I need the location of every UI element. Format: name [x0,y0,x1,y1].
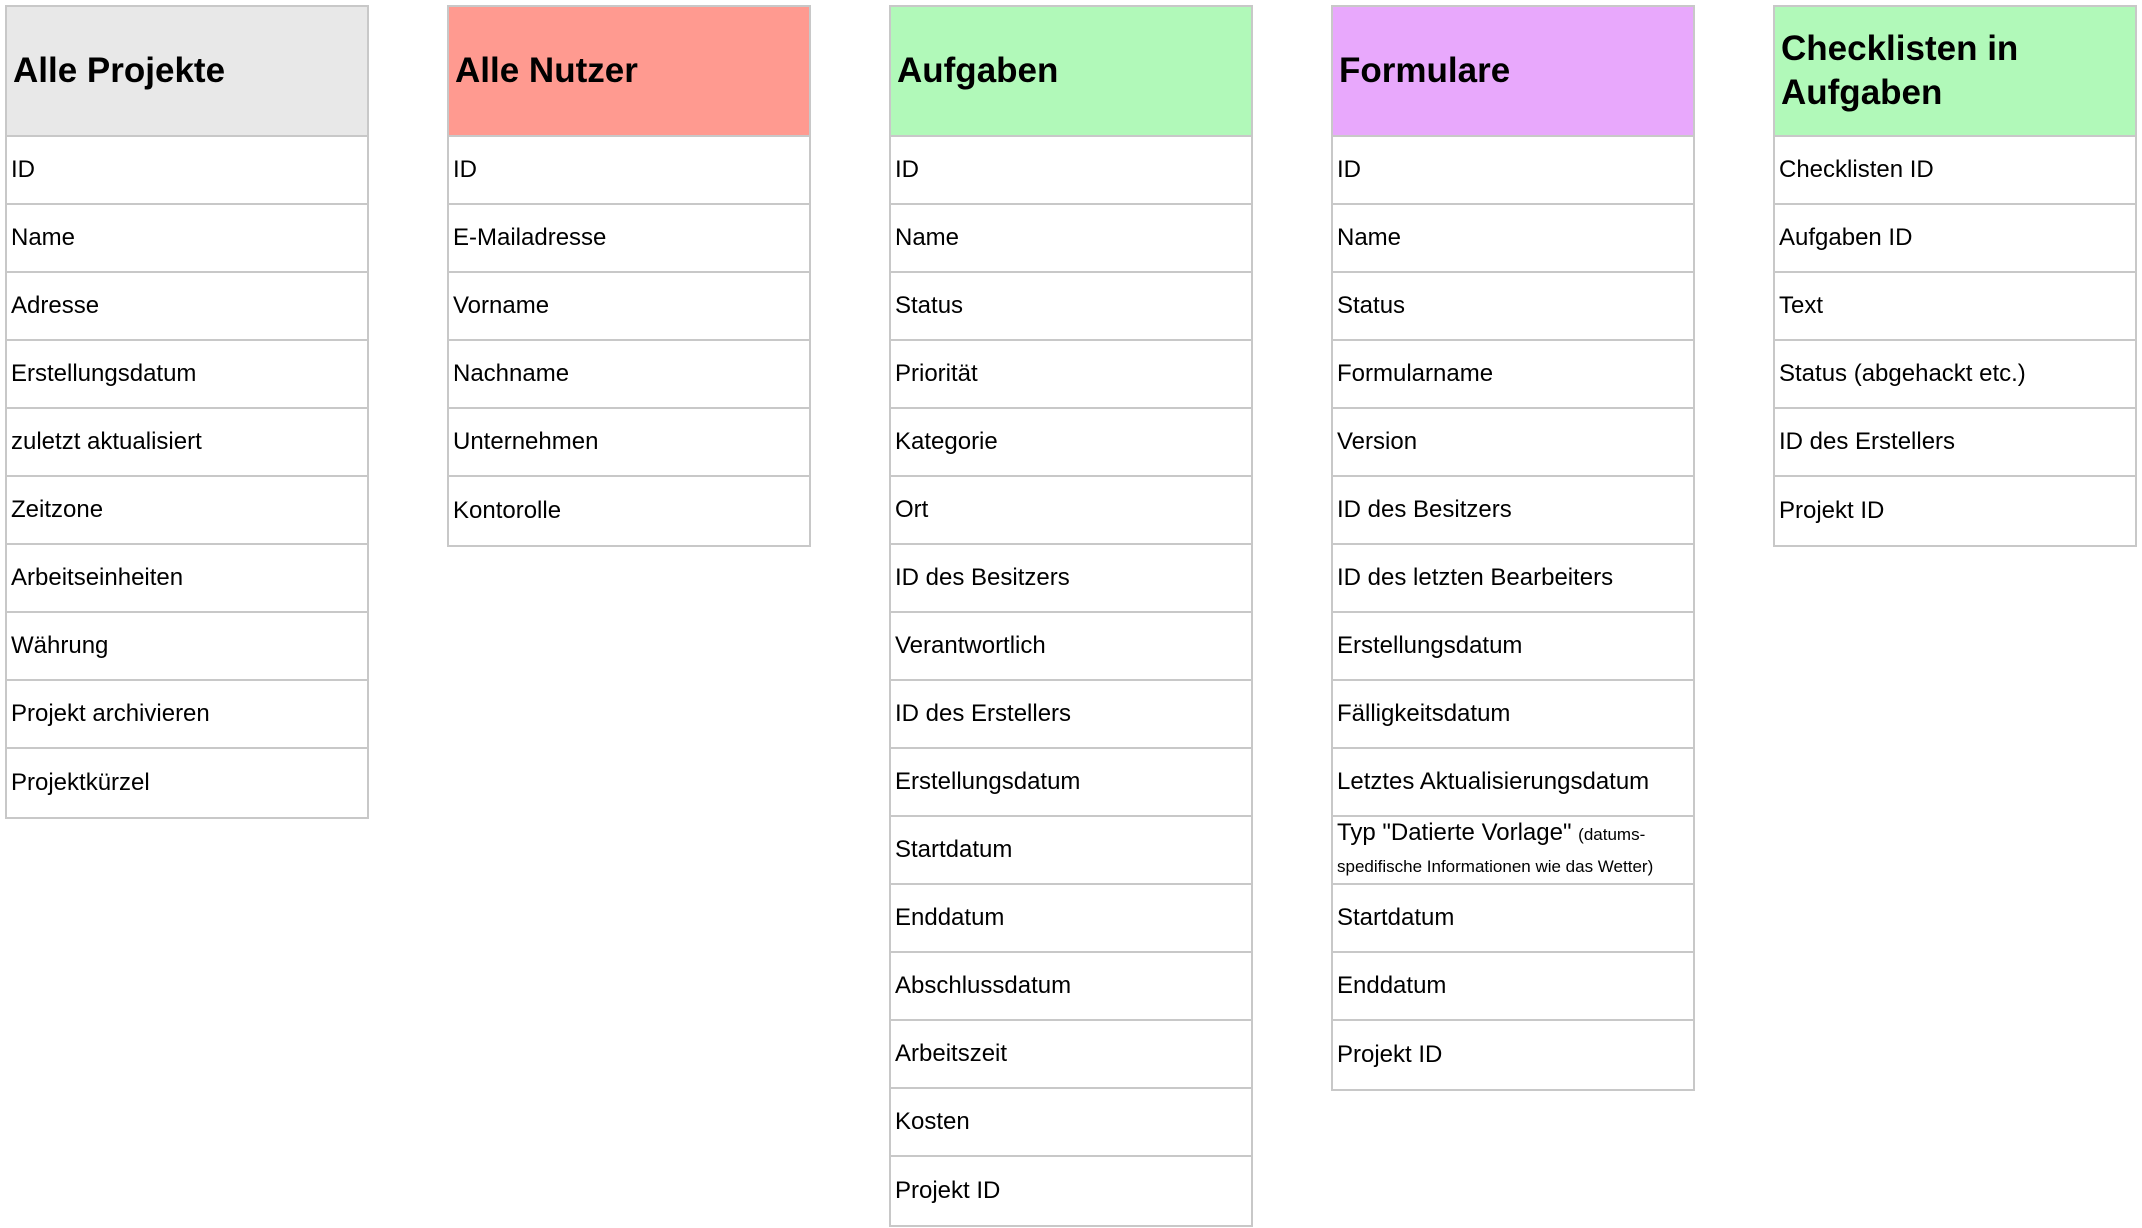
field-row [1333,613,1693,681]
field-label: Projekt ID [1337,1041,1443,1068]
field-row [891,953,1251,1021]
field-row [891,885,1251,953]
field-label: Adresse [11,292,100,319]
field-row [7,613,367,681]
field-row [891,205,1251,273]
field-label: E-Mailadresse [453,224,607,251]
field-label: Erstellungsdatum [11,360,197,387]
field-label: ID [11,156,35,183]
field-label: ID des letzten Bearbeiters [1337,564,1614,591]
field-row [7,137,367,205]
field-label: Abschlussdatum [895,972,1072,999]
field-label: Name [11,224,76,251]
field-row [891,1089,1251,1157]
field-label: ID [1337,156,1361,183]
field-label: Kontorolle [453,497,562,524]
field-label: Text [1779,292,1824,319]
field-label: ID des Erstellers [895,700,1072,727]
field-row [1333,205,1693,273]
field-row [1775,341,2135,409]
field-label: Typ "Datierte Vorlage" [1337,819,1572,846]
entity-formulare [1331,5,1695,1091]
field-label: Arbeitszeit [895,1040,1008,1067]
entity-header-alle-projekte [7,7,367,137]
field-label: ID des Besitzers [1337,496,1512,523]
field-row [7,681,367,749]
field-row [1333,341,1693,409]
field-label: Projekt archivieren [11,700,210,727]
entity-header-checklisten [1775,7,2135,137]
field-row [449,273,809,341]
field-label: Kategorie [895,428,998,455]
field-row [891,817,1251,885]
field-label: Formularname [1337,360,1494,387]
field-label: Version [1337,428,1418,455]
field-label-line [1337,818,1645,850]
field-label: Kosten [895,1108,970,1135]
field-row [891,1157,1251,1225]
field-row [1775,273,2135,341]
field-label: Enddatum [1337,972,1447,999]
field-row [891,273,1251,341]
field-label: Status [895,292,964,319]
field-label: Verantwortlich [895,632,1046,659]
field-label: ID des Besitzers [895,564,1070,591]
field-row [891,545,1251,613]
entity-title: Formulare [1339,51,1511,90]
entity-alle-nutzer [447,5,811,547]
field-label: Letztes Aktualisierungsdatum [1337,768,1650,795]
entity-header-alle-nutzer [449,7,809,137]
field-row [449,137,809,205]
field-label: Enddatum [895,904,1005,931]
field-row [1775,137,2135,205]
field-row [7,341,367,409]
field-label: Projekt ID [1779,497,1885,524]
field-row [449,477,809,545]
field-row [449,409,809,477]
field-label: Arbeitseinheiten [11,564,184,591]
field-label: Startdatum [1337,904,1455,931]
field-row [1333,953,1693,1021]
entity-alle-projekte [5,5,369,819]
entity-title: Alle Projekte [13,51,226,90]
field-row [1333,137,1693,205]
field-row [1775,205,2135,273]
field-row [1333,545,1693,613]
field-label: Zeitzone [11,496,104,523]
field-row [7,205,367,273]
field-row [891,409,1251,477]
field-note-line [1337,850,1653,882]
field-label: ID des Erstellers [1779,428,1956,455]
field-row [891,1021,1251,1089]
field-row [7,409,367,477]
field-row [1333,273,1693,341]
field-label: Erstellungsdatum [895,768,1081,795]
field-label: Unternehmen [453,428,599,455]
entity-title: Alle Nutzer [455,51,638,90]
field-label: Status [1337,292,1406,319]
field-row [1333,477,1693,545]
field-row [1333,1021,1693,1089]
field-label: Erstellungsdatum [1337,632,1523,659]
entity-aufgaben [889,5,1253,1227]
field-row [891,477,1251,545]
field-note: spedifische Informationen wie das Wetter) [1337,857,1654,876]
field-label: Ort [895,496,929,523]
field-label: Status (abgehackt etc.) [1779,360,2026,387]
field-row [891,681,1251,749]
field-row [7,749,367,817]
field-label: Währung [11,632,109,659]
entity-header-aufgaben [891,7,1251,137]
field-label: ID [895,156,919,183]
field-row [7,273,367,341]
field-label: Priorität [895,360,978,387]
field-label: Name [895,224,960,251]
field-row [7,477,367,545]
field-row [891,341,1251,409]
field-label: Projekt ID [895,1177,1001,1204]
field-row [1775,409,2135,477]
field-row [1333,409,1693,477]
field-row [449,205,809,273]
field-label: Vorname [453,292,550,319]
entity-title: Checklisten in Aufgaben [1781,29,2019,112]
field-row [1333,885,1693,953]
entity-header-formulare [1333,7,1693,137]
field-label: zuletzt aktualisiert [11,428,202,455]
field-label: Startdatum [895,836,1013,863]
field-row [891,613,1251,681]
field-label: Name [1337,224,1402,251]
field-label: Checklisten ID [1779,156,1934,183]
field-row-dated-template [1333,817,1693,885]
field-label: Projektkürzel [11,769,150,796]
field-row [1775,477,2135,545]
entity-title: Aufgaben [897,51,1059,90]
field-row [449,341,809,409]
field-label: Fälligkeitsdatum [1337,700,1511,727]
field-row [7,545,367,613]
field-label: Aufgaben ID [1779,224,1913,251]
field-row [891,749,1251,817]
field-note: (datums- [1578,825,1646,844]
field-label: ID [453,156,477,183]
entity-checklisten-in-aufgaben [1773,5,2137,547]
field-label: Nachname [453,360,570,387]
field-row [1333,681,1693,749]
field-row [891,137,1251,205]
field-row [1333,749,1693,817]
